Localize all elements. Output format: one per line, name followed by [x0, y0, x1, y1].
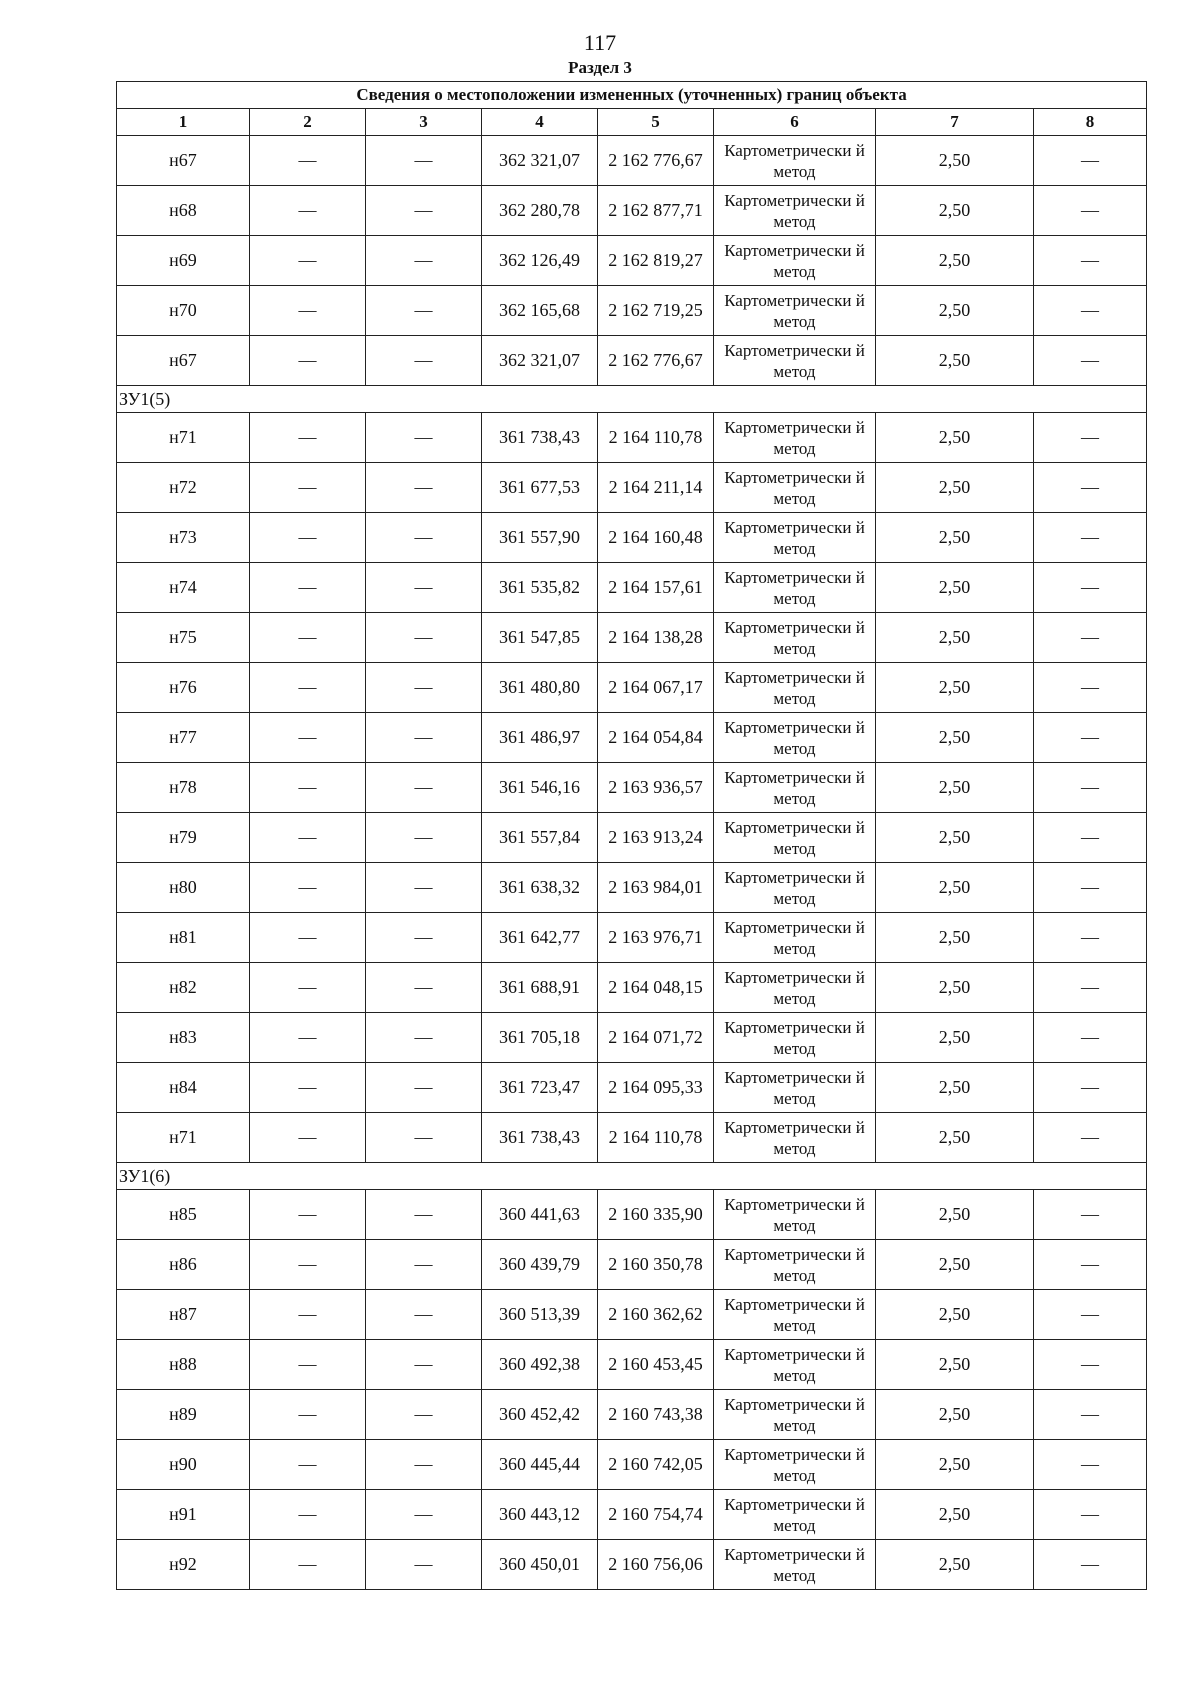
point-name: н68	[117, 186, 250, 236]
accuracy: 2,50	[876, 513, 1034, 563]
table-row	[117, 1390, 1147, 1440]
coord-y: 2 160 335,90	[598, 1190, 714, 1240]
table-row	[117, 1190, 1147, 1240]
coord-y: 2 164 054,84	[598, 713, 714, 763]
accuracy: 2,50	[876, 613, 1034, 663]
method: Картометрически й метод	[714, 613, 876, 663]
col2-value: —	[250, 813, 366, 863]
col3-value: —	[366, 913, 482, 963]
coord-y: 2 164 095,33	[598, 1063, 714, 1113]
coord-y: 2 162 877,71	[598, 186, 714, 236]
col2-value: —	[250, 186, 366, 236]
col2-value: —	[250, 413, 366, 463]
coord-x: 361 642,77	[482, 913, 598, 963]
table-row	[117, 336, 1147, 386]
col8-value: —	[1034, 813, 1147, 863]
coord-x: 361 535,82	[482, 563, 598, 613]
method: Картометрически й метод	[714, 913, 876, 963]
coord-x: 361 557,90	[482, 513, 598, 563]
col8-value: —	[1034, 286, 1147, 336]
accuracy: 2,50	[876, 1240, 1034, 1290]
coord-y: 2 164 048,15	[598, 963, 714, 1013]
col2-value: —	[250, 663, 366, 713]
boundary-coordinates-table	[116, 81, 1147, 1590]
accuracy: 2,50	[876, 1290, 1034, 1340]
col3-value: —	[366, 763, 482, 813]
col3-value: —	[366, 963, 482, 1013]
method: Картометрически й метод	[714, 463, 876, 513]
accuracy: 2,50	[876, 563, 1034, 613]
method: Картометрически й метод	[714, 1340, 876, 1390]
col8-value: —	[1034, 1063, 1147, 1113]
col8-value: —	[1034, 663, 1147, 713]
table-row	[117, 413, 1147, 463]
coord-y: 2 163 984,01	[598, 863, 714, 913]
column-number-2: 2	[250, 109, 366, 136]
point-name: н91	[117, 1490, 250, 1540]
point-name: н88	[117, 1340, 250, 1390]
point-name: н77	[117, 713, 250, 763]
point-name: н70	[117, 286, 250, 336]
group-header-row	[117, 1163, 1147, 1190]
method: Картометрически й метод	[714, 863, 876, 913]
col2-value: —	[250, 1490, 366, 1540]
coord-x: 360 452,42	[482, 1390, 598, 1440]
accuracy: 2,50	[876, 813, 1034, 863]
point-name: н79	[117, 813, 250, 863]
point-name: н82	[117, 963, 250, 1013]
coord-y: 2 162 776,67	[598, 136, 714, 186]
col3-value: —	[366, 236, 482, 286]
table-row	[117, 563, 1147, 613]
col2-value: —	[250, 336, 366, 386]
accuracy: 2,50	[876, 1340, 1034, 1390]
coord-x: 361 738,43	[482, 413, 598, 463]
column-number-4: 4	[482, 109, 598, 136]
table-row	[117, 1113, 1147, 1163]
coord-y: 2 162 776,67	[598, 336, 714, 386]
method: Картометрически й метод	[714, 1240, 876, 1290]
table-row	[117, 913, 1147, 963]
method: Картометрически й метод	[714, 1440, 876, 1490]
table-row	[117, 236, 1147, 286]
col3-value: —	[366, 463, 482, 513]
coord-x: 360 513,39	[482, 1290, 598, 1340]
col3-value: —	[366, 563, 482, 613]
col2-value: —	[250, 563, 366, 613]
table-row	[117, 1340, 1147, 1390]
coord-x: 362 126,49	[482, 236, 598, 286]
coord-y: 2 164 160,48	[598, 513, 714, 563]
accuracy: 2,50	[876, 1440, 1034, 1490]
point-name: н71	[117, 1113, 250, 1163]
col2-value: —	[250, 513, 366, 563]
accuracy: 2,50	[876, 1113, 1034, 1163]
coord-x: 361 557,84	[482, 813, 598, 863]
col8-value: —	[1034, 963, 1147, 1013]
point-name: н69	[117, 236, 250, 286]
coord-y: 2 163 936,57	[598, 763, 714, 813]
point-name: н67	[117, 136, 250, 186]
coord-x: 361 547,85	[482, 613, 598, 663]
col3-value: —	[366, 1290, 482, 1340]
method: Картометрически й метод	[714, 186, 876, 236]
method: Картометрически й метод	[714, 1113, 876, 1163]
col3-value: —	[366, 186, 482, 236]
col3-value: —	[366, 336, 482, 386]
coord-x: 361 486,97	[482, 713, 598, 763]
coord-x: 361 480,80	[482, 663, 598, 713]
section-title: Раздел 3	[568, 58, 632, 77]
point-name: н67	[117, 336, 250, 386]
col2-value: —	[250, 713, 366, 763]
accuracy: 2,50	[876, 1063, 1034, 1113]
table-row	[117, 1290, 1147, 1340]
col2-value: —	[250, 1240, 366, 1290]
col2-value: —	[250, 1440, 366, 1490]
method: Картометрически й метод	[714, 713, 876, 763]
col3-value: —	[366, 1440, 482, 1490]
coord-y: 2 164 067,17	[598, 663, 714, 713]
col2-value: —	[250, 136, 366, 186]
coord-y: 2 164 211,14	[598, 463, 714, 513]
coord-x: 360 439,79	[482, 1240, 598, 1290]
col2-value: —	[250, 1113, 366, 1163]
method: Картометрически й метод	[714, 236, 876, 286]
column-number-6: 6	[714, 109, 876, 136]
table-caption: Сведения о местоположении измененных (уточненных) границ объекта	[117, 82, 1147, 109]
point-name: н83	[117, 1013, 250, 1063]
col8-value: —	[1034, 1540, 1147, 1590]
col3-value: —	[366, 863, 482, 913]
col8-value: —	[1034, 1390, 1147, 1440]
coord-x: 360 450,01	[482, 1540, 598, 1590]
method: Картометрически й метод	[714, 963, 876, 1013]
method: Картометрически й метод	[714, 1390, 876, 1440]
accuracy: 2,50	[876, 236, 1034, 286]
coord-x: 361 723,47	[482, 1063, 598, 1113]
accuracy: 2,50	[876, 186, 1034, 236]
col3-value: —	[366, 1540, 482, 1590]
col3-value: —	[366, 1113, 482, 1163]
coord-y: 2 160 350,78	[598, 1240, 714, 1290]
coord-y: 2 160 754,74	[598, 1490, 714, 1540]
point-name: н80	[117, 863, 250, 913]
coord-x: 361 677,53	[482, 463, 598, 513]
accuracy: 2,50	[876, 663, 1034, 713]
table-row	[117, 1063, 1147, 1113]
coord-y: 2 160 743,38	[598, 1390, 714, 1440]
col8-value: —	[1034, 413, 1147, 463]
coord-y: 2 160 742,05	[598, 1440, 714, 1490]
table-row	[117, 513, 1147, 563]
point-name: н85	[117, 1190, 250, 1240]
col2-value: —	[250, 463, 366, 513]
col2-value: —	[250, 913, 366, 963]
accuracy: 2,50	[876, 136, 1034, 186]
accuracy: 2,50	[876, 336, 1034, 386]
col2-value: —	[250, 863, 366, 913]
table-row	[117, 286, 1147, 336]
table-row	[117, 613, 1147, 663]
col2-value: —	[250, 613, 366, 663]
coord-x: 360 445,44	[482, 1440, 598, 1490]
coord-x: 361 638,32	[482, 863, 598, 913]
col8-value: —	[1034, 763, 1147, 813]
method: Картометрически й метод	[714, 413, 876, 463]
col3-value: —	[366, 1063, 482, 1113]
accuracy: 2,50	[876, 1013, 1034, 1063]
col8-value: —	[1034, 186, 1147, 236]
coord-y: 2 163 913,24	[598, 813, 714, 863]
col8-value: —	[1034, 1290, 1147, 1340]
group-label: ЗУ1(5)	[117, 386, 1147, 413]
coord-x: 361 705,18	[482, 1013, 598, 1063]
column-number-1: 1	[117, 109, 250, 136]
col3-value: —	[366, 413, 482, 463]
table-row	[117, 813, 1147, 863]
accuracy: 2,50	[876, 413, 1034, 463]
col2-value: —	[250, 1063, 366, 1113]
table-row	[117, 1013, 1147, 1063]
coord-y: 2 164 138,28	[598, 613, 714, 663]
col3-value: —	[366, 286, 482, 336]
method: Картометрически й метод	[714, 763, 876, 813]
coord-y: 2 164 110,78	[598, 413, 714, 463]
accuracy: 2,50	[876, 463, 1034, 513]
col8-value: —	[1034, 863, 1147, 913]
col8-value: —	[1034, 913, 1147, 963]
coord-y: 2 160 453,45	[598, 1340, 714, 1390]
accuracy: 2,50	[876, 1490, 1034, 1540]
col8-value: —	[1034, 1240, 1147, 1290]
point-name: н89	[117, 1390, 250, 1440]
method: Картометрически й метод	[714, 286, 876, 336]
col8-value: —	[1034, 1340, 1147, 1390]
point-name: н90	[117, 1440, 250, 1490]
column-number-3: 3	[366, 109, 482, 136]
table-row	[117, 1490, 1147, 1540]
col3-value: —	[366, 1340, 482, 1390]
point-name: н76	[117, 663, 250, 713]
coord-y: 2 164 071,72	[598, 1013, 714, 1063]
col2-value: —	[250, 1013, 366, 1063]
accuracy: 2,50	[876, 286, 1034, 336]
col8-value: —	[1034, 563, 1147, 613]
col8-value: —	[1034, 513, 1147, 563]
method: Картометрически й метод	[714, 663, 876, 713]
method: Картометрически й метод	[714, 1013, 876, 1063]
point-name: н75	[117, 613, 250, 663]
accuracy: 2,50	[876, 963, 1034, 1013]
table-row	[117, 863, 1147, 913]
col8-value: —	[1034, 1490, 1147, 1540]
col3-value: —	[366, 713, 482, 763]
point-name: н72	[117, 463, 250, 513]
method: Картометрически й метод	[714, 1540, 876, 1590]
column-number-7: 7	[876, 109, 1034, 136]
col2-value: —	[250, 286, 366, 336]
accuracy: 2,50	[876, 913, 1034, 963]
point-name: н86	[117, 1240, 250, 1290]
col3-value: —	[366, 1190, 482, 1240]
table-body	[117, 136, 1147, 1590]
col8-value: —	[1034, 1113, 1147, 1163]
coord-y: 2 162 819,27	[598, 236, 714, 286]
coord-y: 2 160 362,62	[598, 1290, 714, 1340]
col2-value: —	[250, 1540, 366, 1590]
column-number-row	[117, 109, 1147, 136]
table-row	[117, 186, 1147, 236]
method: Картометрически й метод	[714, 1063, 876, 1113]
col8-value: —	[1034, 336, 1147, 386]
method: Картометрически й метод	[714, 813, 876, 863]
page-number: 117	[583, 30, 617, 55]
point-name: н71	[117, 413, 250, 463]
coord-x: 360 492,38	[482, 1340, 598, 1390]
table-row	[117, 1240, 1147, 1290]
point-name: н73	[117, 513, 250, 563]
accuracy: 2,50	[876, 1540, 1034, 1590]
table-row	[117, 713, 1147, 763]
method: Картометрически й метод	[714, 1190, 876, 1240]
col2-value: —	[250, 1340, 366, 1390]
coord-x: 361 738,43	[482, 1113, 598, 1163]
coord-x: 362 321,07	[482, 336, 598, 386]
col2-value: —	[250, 236, 366, 286]
accuracy: 2,50	[876, 713, 1034, 763]
col2-value: —	[250, 1190, 366, 1240]
coord-x: 360 443,12	[482, 1490, 598, 1540]
col3-value: —	[366, 663, 482, 713]
accuracy: 2,50	[876, 1390, 1034, 1440]
col3-value: —	[366, 513, 482, 563]
method: Картометрически й метод	[714, 513, 876, 563]
point-name: н84	[117, 1063, 250, 1113]
method: Картометрически й метод	[714, 1490, 876, 1540]
method: Картометрически й метод	[714, 563, 876, 613]
group-header-row	[117, 386, 1147, 413]
group-label: ЗУ1(6)	[117, 1163, 1147, 1190]
col2-value: —	[250, 1390, 366, 1440]
point-name: н92	[117, 1540, 250, 1590]
col3-value: —	[366, 1013, 482, 1063]
col8-value: —	[1034, 136, 1147, 186]
point-name: н81	[117, 913, 250, 963]
col8-value: —	[1034, 1013, 1147, 1063]
table-row	[117, 1440, 1147, 1490]
coord-y: 2 160 756,06	[598, 1540, 714, 1590]
table-row	[117, 1540, 1147, 1590]
accuracy: 2,50	[876, 1190, 1034, 1240]
accuracy: 2,50	[876, 863, 1034, 913]
col8-value: —	[1034, 613, 1147, 663]
col8-value: —	[1034, 463, 1147, 513]
col3-value: —	[366, 136, 482, 186]
col8-value: —	[1034, 713, 1147, 763]
accuracy: 2,50	[876, 763, 1034, 813]
point-name: н87	[117, 1290, 250, 1340]
coord-x: 360 441,63	[482, 1190, 598, 1240]
coord-x: 362 165,68	[482, 286, 598, 336]
col8-value: —	[1034, 1190, 1147, 1240]
coord-x: 362 280,78	[482, 186, 598, 236]
coord-y: 2 163 976,71	[598, 913, 714, 963]
col2-value: —	[250, 1290, 366, 1340]
coord-y: 2 162 719,25	[598, 286, 714, 336]
col2-value: —	[250, 963, 366, 1013]
table-row	[117, 763, 1147, 813]
column-number-8: 8	[1034, 109, 1147, 136]
col3-value: —	[366, 1240, 482, 1290]
col3-value: —	[366, 813, 482, 863]
table-row	[117, 463, 1147, 513]
col8-value: —	[1034, 1440, 1147, 1490]
method: Картометрически й метод	[714, 136, 876, 186]
column-number-5: 5	[598, 109, 714, 136]
point-name: н74	[117, 563, 250, 613]
coord-x: 362 321,07	[482, 136, 598, 186]
point-name: н78	[117, 763, 250, 813]
table-row	[117, 136, 1147, 186]
method: Картометрически й метод	[714, 336, 876, 386]
coord-x: 361 546,16	[482, 763, 598, 813]
table-row	[117, 663, 1147, 713]
col3-value: —	[366, 1490, 482, 1540]
coord-y: 2 164 157,61	[598, 563, 714, 613]
col3-value: —	[366, 613, 482, 663]
method: Картометрически й метод	[714, 1290, 876, 1340]
col3-value: —	[366, 1390, 482, 1440]
coord-y: 2 164 110,78	[598, 1113, 714, 1163]
col2-value: —	[250, 763, 366, 813]
coord-x: 361 688,91	[482, 963, 598, 1013]
col8-value: —	[1034, 236, 1147, 286]
table-row	[117, 963, 1147, 1013]
